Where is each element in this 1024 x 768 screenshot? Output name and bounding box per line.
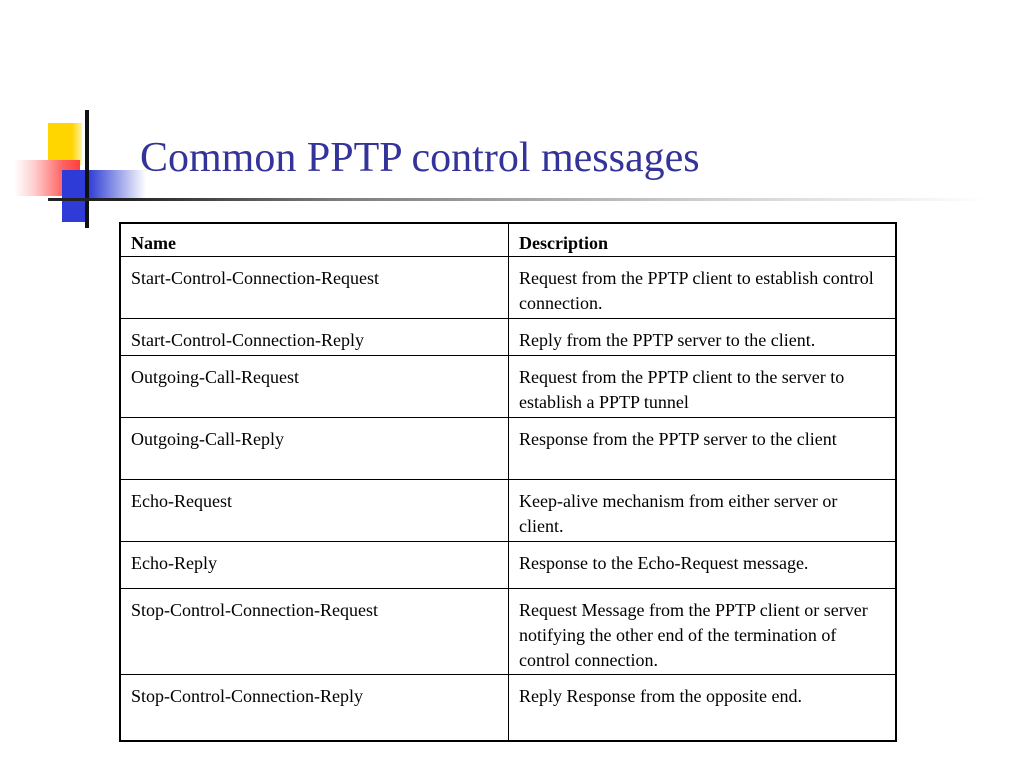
table-row (120, 589, 896, 675)
message-name-cell: Start-Control-Connection-Request (120, 257, 509, 319)
column-header-description: Description (509, 223, 897, 257)
table-row (120, 257, 896, 319)
message-description-cell: Keep-alive mechanism from either server or client. (509, 480, 897, 542)
message-description-cell: Request Message from the PPTP client or server notifying the other end of the termination of control connection. (509, 589, 897, 675)
decor-vertical-line (85, 110, 89, 228)
message-name-cell: Outgoing-Call-Reply (120, 418, 509, 480)
decor-yellow-square (48, 123, 82, 165)
table-row (120, 542, 896, 589)
message-description-cell: Response from the PPTP server to the client (509, 418, 897, 480)
message-name-cell: Stop-Control-Connection-Request (120, 589, 509, 675)
message-description-cell: Response to the Echo-Request message. (509, 542, 897, 589)
title-underline (48, 198, 988, 201)
table-header-row (120, 223, 896, 257)
messages-table (119, 222, 897, 742)
message-description-cell: Request from the PPTP client to establish control connection. (509, 257, 897, 319)
table-row (120, 319, 896, 356)
message-description-cell: Reply Response from the opposite end. (509, 675, 897, 741)
column-header-name: Name (120, 223, 509, 257)
table-row (120, 418, 896, 480)
table-row (120, 480, 896, 542)
message-name-cell: Outgoing-Call-Request (120, 356, 509, 418)
table-row (120, 675, 896, 741)
table-row (120, 356, 896, 418)
decor-blue-gradient-bar (88, 170, 146, 200)
message-description-cell: Request from the PPTP client to the server to establish a PPTP tunnel (509, 356, 897, 418)
message-name-cell: Stop-Control-Connection-Reply (120, 675, 509, 741)
message-description-cell: Reply from the PPTP server to the client. (509, 319, 897, 356)
message-name-cell: Start-Control-Connection-Reply (120, 319, 509, 356)
slide-title: Common PPTP control messages (140, 135, 700, 181)
message-name-cell: Echo-Request (120, 480, 509, 542)
message-name-cell: Echo-Reply (120, 542, 509, 589)
